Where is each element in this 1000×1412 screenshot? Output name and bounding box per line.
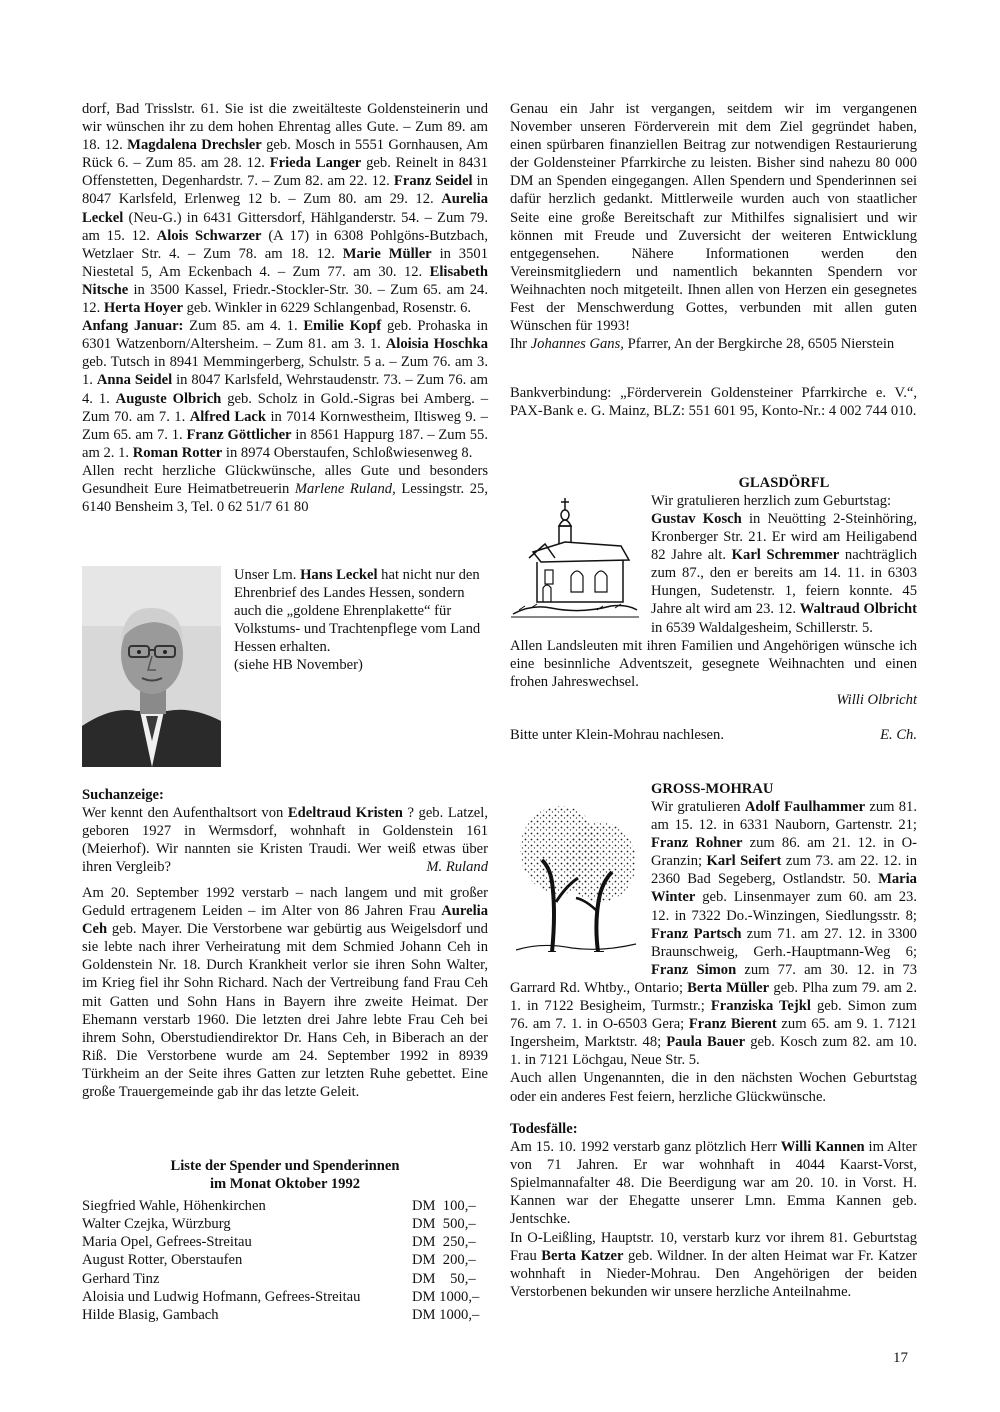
illustration-float <box>510 510 651 637</box>
person-name: Herta Hoyer <box>103 300 183 317</box>
portrait-image <box>82 566 221 767</box>
donor-amount: DM 1000,– <box>412 1288 480 1305</box>
person-name: Hans Leckel <box>300 567 378 583</box>
person-name: Franz Simon <box>651 961 737 978</box>
person-name: Berta Katzer <box>541 1247 624 1264</box>
person-name: Franz Seidel <box>393 173 473 190</box>
donor-name: Maria Opel, Gefrees-Streitau <box>82 1234 252 1251</box>
donor-row <box>82 1197 488 1215</box>
donor-list-title: Liste der Spender und Spenderinnen <box>170 1158 400 1174</box>
person-name: Elisabeth Nitsche <box>82 263 488 298</box>
donor-list-subtitle: im Monat Oktober 1992 <box>209 1176 361 1193</box>
deaths-section: Todesfälle: Am 15. 10. 1992 verstarb ganz plötzlich Herr Willi Kannen im Alter von 71 Jahren. Er war wohnhaft in 4044 Kaarst-Vorst, Spielmannafalter 48. Die Beerdigung war am 20. 10. in Vorst. H. Kannen war der Ehegatte unserer Lmn. Emma Kannen geb. Jentschke. In O-Leißling, Hauptstr. 10, verstarb kurz vor ihrem 81. Geburtstag Frau Berta Katzer geb. Wildner. In der alten Heimat war Fr. Katzer wohnhaft in Nieder-Mohrau. Den Angehörigen der beiden Verstorbenen bekunden wir unsere herzliche Anteilnahme. <box>510 1121 918 1300</box>
donor-row <box>82 1251 488 1269</box>
person-name: Franz Partsch <box>651 925 742 942</box>
person-name: Karl Schremmer <box>731 547 840 564</box>
klein-mohrau-note: Bitte unter Klein-Mohrau nachlesen. E. Ch. <box>510 727 917 743</box>
glasdoerfl-title: GLASDÖRFL <box>738 475 830 491</box>
person-name: Auguste Olbrich <box>115 390 222 407</box>
donor-name: Hilde Blasig, Gambach <box>82 1306 219 1323</box>
person-name: Franz Rohner <box>651 835 743 852</box>
person-name: Franz Bierent <box>688 1016 777 1033</box>
donor-row <box>82 1215 488 1233</box>
donor-row <box>82 1288 488 1306</box>
search-title: Suchanzeige: <box>82 787 164 803</box>
person-name: Waltraud Olbricht <box>799 601 917 618</box>
january-label: Anfang Januar: <box>82 318 184 335</box>
person-name: Gustav Kosch <box>651 511 742 527</box>
gross-mohrau-section: Wir gratulieren Adolf Faulhammer zum 81. am 15. 12. in 6331 Nauborn, Gartenstr. 21; Franz Rohner zum 86. am 21. 12. in O-Granzin; Karl Seifert zum 73. am 22. 12. in 2360 Bad Segeberg, Ostlandstr. 50. Maria Winter geb. Linsenmayer zum 60. am 23. 12. in 7322 Do.-Winzingen, Siedlungsstr. 8; Franz Partsch zum 71. am 27. 12. in 3300 Braunschweig, Gerh.-Hauptmann-Weg 6; Franz Simon zum 77. am 30. 12. in 73 Garrard Rd. Whtby., Ontario; Berta Müller geb. Plha zum 79. am 2. 1. in 7122 Besigheim, Turmstr.; Franziska Tejkl geb. Simon zum 76. am 7. 1. in O-6503 Gera; Franz Bierent zum 65. am 9. 1. 7121 Ingersheim, Marktstr. 48; Paula Bauer geb. Kosch zum 82. am 10. 1. in 7121 Löchgau, Neue Str. 5. Auch allen Ungenannten, die in den nächsten Wochen Geburtstag oder ein anderes Fest feiern, herzliche Glückwünsche. <box>510 799 917 1105</box>
donor-name: Gerhard Tinz <box>82 1270 160 1287</box>
donor-amount: DM 250,– <box>412 1234 476 1251</box>
person-name: Franz Göttlicher <box>186 426 292 443</box>
person-name: Roman Rotter <box>132 444 223 461</box>
birthday-paragraph: dorf, Bad Trisslstr. 61. Sie ist die zweitälteste Goldensteinerin und wir wünschen ihr zu dem hohen Ehrentag alles Gute. – Zum 89. am 18. 12. Magdalena Drechsler geb. Mosch in 5551 Gornhausen, Am Rück 6. – Zum 85. am 28. 12. Frieda Langer geb. Reinelt in 8431 Offenstetten, Degenhardstr. 7. – Zum 82. am 22. 12. Franz Seidel in 8047 Karlsfeld, Erlenweg 12 b. – Zum 80. am 29. 12. Aurelia Leckel (Neu-G.) in 6431 Gittersdorf, Hählganderstr. 54. – Zum 79. am 15. 12. Alois Schwarzer (A 17) in 6308 Pohlgöns-Butzbach, Wetzlaer Str. 4. – Zum 78. am 18. 12. Marie Müller in 3501 Niestetal 5, Am Eckenbach 4. – Zum 77. am 30. 12. Elisabeth Nitsche in 3500 Kassel, Friedr.-Stockler-Str. 30. – Zum 65. am 24. 12. Herta Hoyer geb. Winkler in 6229 Schlangenbad, Rosenstr. 6. <box>82 101 489 317</box>
glasdoerfl-section: GLASDÖRFL Wir gratulieren herzlich zum Geburtstag: <box>651 474 917 510</box>
person-name: Willi Kannen <box>780 1139 865 1156</box>
person-name: Karl Seifert <box>706 853 782 870</box>
donor-amount: DM 50,– <box>412 1270 476 1287</box>
bank-details: Bankverbindung: „Förderverein Goldensteiner Pfarrkirche e. V.“, PAX-Bank e. G. Mainz, BLZ: 551 601 95, Konto-Nr.: 4 002 744 010. <box>510 385 917 420</box>
verein-signature: Ihr Johannes Gans, Pfarrer, An der Bergkirche 28, 6505 Nierstein <box>510 336 895 353</box>
donor-amount: DM 500,– <box>412 1216 476 1233</box>
portrait-photo <box>82 566 221 767</box>
donor-amount: DM 100,– <box>412 1198 476 1215</box>
person-name: Alois Schwarzer <box>156 227 262 244</box>
honor-note: Unser Lm. Hans Leckel hat nicht nur den Ehrenbrief des Landes Hessen, sondern auch die „goldene Ehrenplakette“ für Volkstums- und Trachtenpflege vom Land Hessen erhalten. (siehe HB November) <box>234 566 488 675</box>
donor-row <box>82 1233 488 1251</box>
person-name: Marie Müller <box>342 245 432 262</box>
search-notice: Suchanzeige: Wer kennt den Aufenthaltsort von Edeltraud Kristen ? geb. Latzel, geboren 1927 in Wermsdorf, wohnhaft in Goldenstein 161 (Meierhof). Wir nannten sie Kristen Traudi. Wer weiß etwas über ihren Vergleib? M. Ruland <box>82 787 488 876</box>
person-name: Paula Bauer <box>666 1034 746 1051</box>
glasdoerfl-body: Gustav Kosch in Neuötting 2-Steinhöring, Kronberger Str. 21. Er wird am Heiligabend 82 Jahre alt. Karl Schremmer nachträglich zum 87., den er bereits am 14. 11. in 6303 Hungen, Sudetenstr. 1, feiern konnte. 45 Jahre alt wird am 23. 12. Waltraud Olbricht in 6539 Waldalgesheim, Schillerstr. 5. Allen Landsleuten mit ihren Familien und Angehörigen wünsche ich eine besinnliche Adventszeit, gesegnete Weihnachten und einen frohen Jahreswechsel. Willi Olbricht <box>510 511 918 709</box>
donor-list <box>82 1157 488 1324</box>
donor-row <box>82 1306 488 1324</box>
left-birthday-section <box>82 100 488 516</box>
search-signature: M. Ruland <box>426 859 488 876</box>
illustration-float <box>510 798 651 961</box>
person-name: Alfred Lack <box>189 408 267 425</box>
person-name: Anna Seidel <box>96 372 173 389</box>
gross-mohrau-title-block <box>651 780 917 798</box>
person-name: Adolf Faulhammer <box>744 799 866 815</box>
person-name: Aurelia Ceh <box>82 903 488 938</box>
donor-name: Walter Czejka, Würzburg <box>82 1216 231 1233</box>
person-name: Edeltraud Kristen <box>287 805 403 822</box>
person-name: Maria Winter <box>651 871 917 906</box>
page-number: 17 <box>893 1350 908 1366</box>
signature-name: Marlene Ruland, <box>294 480 396 497</box>
person-name: Franziska Tejkl <box>710 998 811 1015</box>
donor-rows <box>82 1197 488 1324</box>
donor-name: August Rotter, Oberstaufen <box>82 1252 243 1269</box>
glasdoerfl-signature: Willi Olbricht <box>836 692 917 709</box>
gross-mohrau-title: GROSS-MOHRAU <box>651 781 774 797</box>
foerderverein-notice: Genau ein Jahr ist vergangen, seitdem wir im vergangenen November unseren Förderverein mit dem Ziel gegründet haben, einen spürbaren finanziellen Beitrag zur notwendigen Restaurierung der Goldensteiner Pfarrkirche zu leisten. Bisher sind nahezu 80 000 DM an Spenden eingegangen. Allen Spendern und Spenderinnen sei dafür herzlich gedankt. Mittlerweile wurden auch von staatlicher Seite eine große Bereitschaft zur Mithilfes signalisiert und wir können mit Freude und Zuversicht der weiteren Entwicklung entgegensehen. Nähere Informationen werden den Vereinsmitgliedern und namentlich bekannten Spendern vor Weihnachten noch mitgeteilt. Ihnen allen von Herzen ein gesegnetes Fest der Menschwerdung Gottes, verbunden mit allen guten Wünschen für 1993! Ihr Johannes Gans, Pfarrer, An der Bergkirche 28, 6505 Nierstein <box>510 101 917 353</box>
deaths-title: Todesfälle: <box>510 1121 578 1137</box>
klein-signature: E. Ch. <box>880 727 917 743</box>
person-name: Emilie Kopf <box>303 318 382 335</box>
person-name: Frieda Langer <box>269 155 362 172</box>
donor-amount: DM 200,– <box>412 1252 476 1269</box>
person-name: Aurelia Leckel <box>82 191 488 226</box>
person-name: Magdalena Drechsler <box>127 137 262 154</box>
person-name: Aloisia Hoschka <box>385 336 488 353</box>
donor-name: Aloisia und Ludwig Hofmann, Gefrees-Streitau <box>82 1288 361 1305</box>
obituary-ceh: Am 20. September 1992 verstarb – nach langem und mit großer Geduld ertragenem Leiden – im Alter von 86 Jahren Frau Aurelia Ceh geb. Mayer. Die Verstorbene war gebürtig aus Weigelsdorf und sie lebte nach ihrer Verheiratung mit dem Schmied Johann Ceh in Goldenstein Nr. 18. Durch Krankheit verlor sie ihren Sohn Walter, im Krieg fiel ihr Sohn Richard. Nach der Vertreibung fand Frau Ceh mit Gatten und Sohn Hans in Bayern ihre zweite Heimat. Der Ehemann verstarb 1960. Die letzten drei Jahre lebte Frau Ceh bei ihrem Sohn, Oberstudiendirektor Dr. Hans Ceh, in Biberach an der Riß. Die Verstorbene wurde am 24. September 1992 in 8939 Türkheim an der Seite ihres Gatten zur letzten Ruhe gebettet. Eine große Trauergemeinde gab ihr das letzte Geleit. <box>82 885 488 1101</box>
person-name: Berta Müller <box>687 979 770 996</box>
honor-reference: (siehe HB November) <box>234 657 363 674</box>
closing-paragraph: Allen recht herzliche Glückwünsche, alles Gute und besonders Gesundheit Eure Heimatbetreuerin Marlene Ruland, Lessingstr. 25, 6140 Bensheim 3, Tel. 0 62 51/7 61 80 <box>82 462 488 516</box>
donor-amount: DM 1000,– <box>412 1306 480 1323</box>
donor-row <box>82 1270 488 1288</box>
donor-name: Siegfried Wahle, Höhenkirchen <box>82 1198 266 1215</box>
january-paragraph: Anfang Januar: Zum 85. am 4. 1. Emilie Kopf geb. Prohaska in 6301 Watzenborn/Altersheim. – Zum 81. am 3. 1. Aloisia Hoschka geb. Tutsch in 8941 Memmingerberg, Schulstr. 5 a. – Zum 76. am 3. 1. Anna Seidel in 8047 Karlsfeld, Wehrstaudenstr. 73. – Zum 76. am 4. 1. Auguste Olbrich geb. Scholz in Gold.-Sigras bei Amberg. – Zum 70. am 7. 1. Alfred Lack in 7014 Kornwestheim, Iltisweg 9. – Zum 65. am 7. 1. Franz Göttlicher in 8561 Happurg 187. – Zum 55. am 2. 1. Roman Rotter in 8974 Oberstaufen, Schloßwiesenweg 8. <box>82 318 489 461</box>
